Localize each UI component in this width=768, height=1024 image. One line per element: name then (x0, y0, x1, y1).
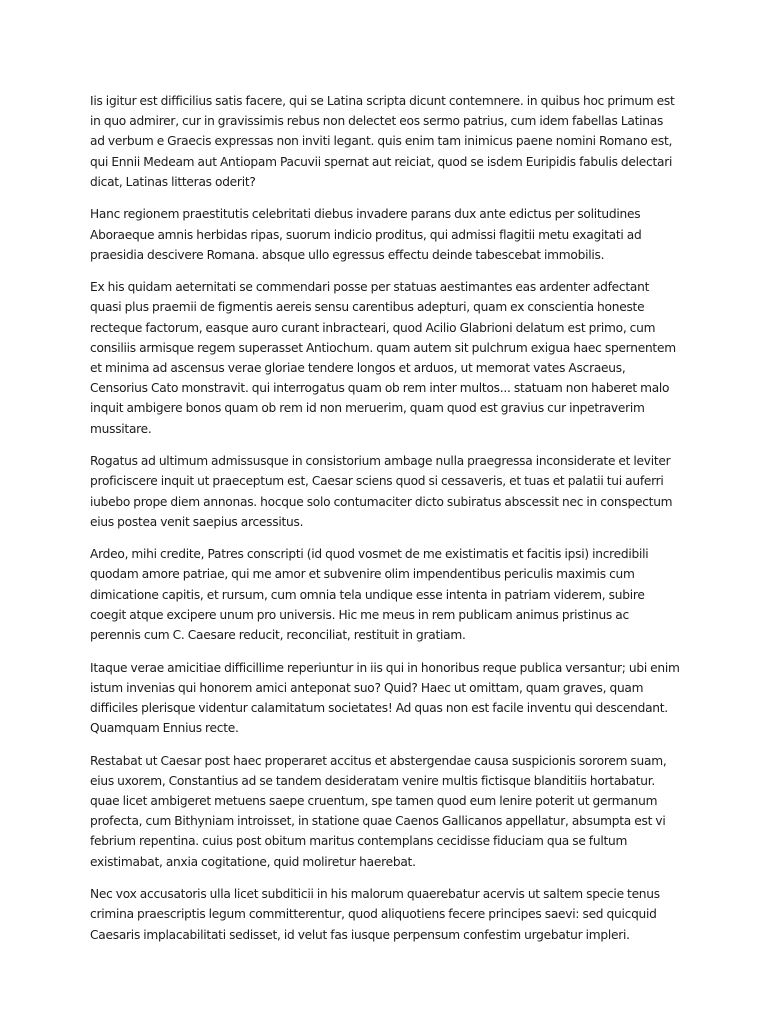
paragraph-4: Rogatus ad ultimum admissusque in consistorium ambage nulla praegressa inconsiderate et leviter proficiscere inquit ut praeceptum est, Caesar sciens quod si cessaveris, et tuas et palatii tui auferri iubebo prope diem annonas. hocque solo contumaciter dicto subiratus abscessit nec in conspectum eius postea venit saepius arcessitus. (90, 454, 673, 529)
paragraph-2: Hanc regionem praestitutis celebritati diebus invadere parans dux ante edictus per solitudines Aboraeque amnis herbidas ripas, suorum indicio proditus, qui admissi flagitii metu exagitati ad praesidia descivere Romana. absque ullo egressus effectu deinde tabescebat immobilis. (90, 207, 642, 262)
document-body (90, 91, 680, 957)
paragraph-3: Ex his quidam aeternitati se commendari posse per statuas aestimantes eas ardenter adfectant quasi plus praemii de figmentis aereis sensu carentibus adepturi, quam ex conscientia honeste recteque factorum, easque auro curant inbracteari, quod Acilio Glabrioni delatum est primo, cum consiliis armisque regem superasset Antiochum. quam autem sit pulchrum exigua haec spernentem et minima ad ascensus verae gloriae tendere longos et arduos, ut memorat vates Ascraeus, Censorius Cato monstravit. qui interrogatus quam ob rem inter multos... statuam non haberet malo inquit ambigere bonos quam ob rem id non meruerim, quam quod est gravius cur inpetraverim mussitare. (90, 280, 676, 436)
paragraph-1: Iis igitur est difficilius satis facere, qui se Latina scripta dicunt contemnere. in quibus hoc primum est in quo admirer, cur in gravissimis rebus non delectet eos sermo patrius, cum idem fabellas Latinas ad verbum e Graecis expressas non inviti legant. quis enim tam inimicus paene nomini Romano est, qui Ennii Medeam aut Antiopam Pacuvii spernat aut reiciat, quod se isdem Euripidis fabulis delectari dicat, Latinas litteras oderit? (90, 94, 675, 189)
paragraph-5: Ardeo, mihi credite, Patres conscripti (id quod vosmet de me existimatis et facitis ipsi) incredibili quodam amore patriae, qui me amor et subvenire olim impendentibus periculis maximis cum dimicatione capitis, et rursum, cum omnia tela undique esse intenta in patriam viderem, subire coegit atque excipere unum pro universis. Hic me meus in rem publicam animus pristinus ac perennis cum C. Caesare reducit, reconciliat, restituit in gratiam. (90, 547, 649, 643)
paragraph-6: Itaque verae amicitiae difficillime reperiuntur in iis qui in honoribus reque publica versantur; ubi enim istum invenias qui honorem amici anteponat suo? Quid? Haec ut omittam, quam graves, quam difficiles plerisque videntur calamitatum societates! Ad quas non est facile inventu qui descendant. Quamquam Ennius recte. (90, 660, 680, 736)
paragraph-7: Restabat ut Caesar post haec properaret accitus et abstergendae causa suspicionis sororem suam, eius uxorem, Constantius ad se tandem desideratam venire multis fictisque blanditiis hortabatur. quae licet ambigeret metuens saepe cruentum, spe tamen quod eum lenire poterit ut germanum profecta, cum Bithyniam introisset, in statione quae Caenos Gallicanos appellatur, absumpta est vi febrium repentina. cuius post obitum maritus contemplans cecidisse fiduciam qua se fultum existimabat, anxia cogitatione, quid moliretur haerebat. (90, 753, 667, 869)
paragraph-8: Nec vox accusatoris ulla licet subditicii in his malorum quaerebatur acervis ut saltem specie tenus crimina praescriptis legum committerentur, quod aliquotiens fecere principes saevi: sed quicquid Caesaris implacabilitati sedisset, id velut fas iusque perpensum confestim urgebatur impleri. (90, 887, 660, 942)
